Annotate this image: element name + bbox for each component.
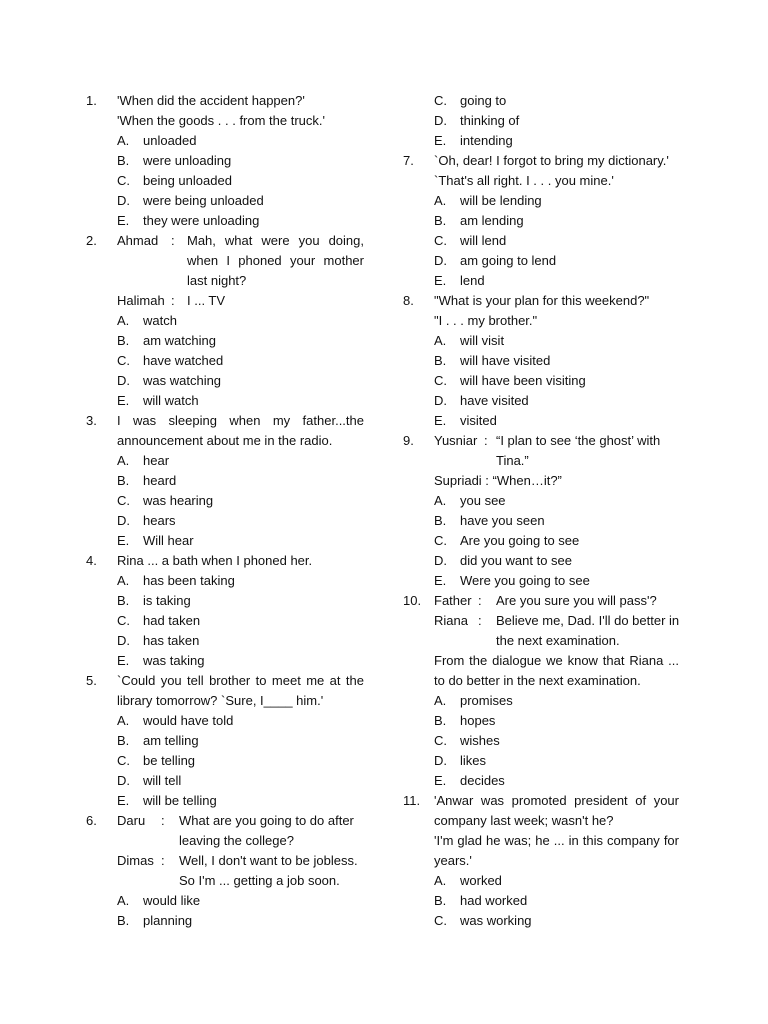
question-text: `Oh, dear! I forgot to bring my dictionary.' bbox=[434, 153, 669, 168]
question-text: 'When did the accident happen?' bbox=[117, 93, 305, 108]
option-letter: C. bbox=[434, 233, 447, 248]
speaker-name: Dimas bbox=[117, 853, 154, 868]
option-e bbox=[403, 771, 679, 791]
option-b bbox=[86, 471, 364, 491]
option-a bbox=[403, 871, 679, 891]
option-c bbox=[403, 731, 679, 751]
question-number: 1. bbox=[86, 93, 97, 108]
dialogue-text: when I phoned your mother bbox=[187, 253, 364, 268]
question-7 bbox=[403, 151, 679, 171]
option-d bbox=[403, 751, 679, 771]
dialogue-line bbox=[403, 451, 679, 471]
question-text: "I . . . my brother." bbox=[434, 313, 538, 328]
option-letter: A. bbox=[117, 713, 130, 728]
option-c bbox=[86, 171, 364, 191]
question-text-line bbox=[403, 671, 679, 691]
question-text: 'When the goods . . . from the truck.' bbox=[117, 113, 325, 128]
option-a bbox=[86, 711, 364, 731]
option-c bbox=[86, 751, 364, 771]
option-c bbox=[403, 231, 679, 251]
option-letter: B. bbox=[117, 153, 130, 168]
option-b bbox=[403, 511, 679, 531]
question-9 bbox=[403, 431, 679, 451]
option-text: they were unloading bbox=[143, 213, 260, 228]
question-text: From the dialogue we know that Riana ... bbox=[434, 653, 679, 668]
option-letter: D. bbox=[434, 753, 447, 768]
question-text: `That's all right. I . . . you mine.' bbox=[434, 173, 614, 188]
dialogue-text: Well, I don't want to be jobless. bbox=[179, 853, 358, 868]
question-text: 'I'm glad he was; he ... in this company for bbox=[434, 833, 679, 848]
option-letter: E. bbox=[117, 213, 130, 228]
speaker-name: Halimah bbox=[117, 293, 165, 308]
question-number: 9. bbox=[403, 433, 414, 448]
dialogue-line bbox=[86, 291, 364, 311]
question-4 bbox=[86, 551, 364, 571]
option-text: will visit bbox=[460, 333, 505, 348]
question-11 bbox=[403, 791, 679, 811]
option-d bbox=[403, 111, 679, 131]
option-letter: D. bbox=[434, 113, 447, 128]
option-b bbox=[86, 911, 364, 931]
question-text: 'Anwar was promoted president of your bbox=[434, 793, 679, 808]
option-e bbox=[86, 391, 364, 411]
option-text: had taken bbox=[143, 613, 201, 628]
left-column bbox=[86, 91, 364, 931]
option-text: you see bbox=[460, 493, 506, 508]
option-text: heard bbox=[143, 473, 177, 488]
option-b bbox=[403, 711, 679, 731]
question-3 bbox=[86, 411, 364, 431]
option-letter: B. bbox=[117, 593, 130, 608]
question-2 bbox=[86, 231, 364, 251]
option-d bbox=[86, 631, 364, 651]
option-text: Are you going to see bbox=[460, 533, 580, 548]
option-text: have you seen bbox=[460, 513, 545, 528]
option-b bbox=[86, 731, 364, 751]
speaker-name: Ahmad bbox=[117, 233, 159, 248]
option-letter: A. bbox=[117, 453, 130, 468]
dialogue-text: Tina.” bbox=[496, 453, 529, 468]
option-a bbox=[86, 571, 364, 591]
option-text: thinking of bbox=[460, 113, 520, 128]
dialogue-text: Are you sure you will pass'? bbox=[496, 593, 657, 608]
dialogue-text: Supriadi : “When…it?” bbox=[434, 473, 562, 488]
option-a bbox=[403, 191, 679, 211]
option-text: will have been visiting bbox=[460, 373, 586, 388]
option-text: Were you going to see bbox=[460, 573, 590, 588]
option-text: going to bbox=[460, 93, 507, 108]
option-c bbox=[86, 491, 364, 511]
question-text-line bbox=[403, 171, 679, 191]
option-text: worked bbox=[460, 873, 502, 888]
option-letter: A. bbox=[117, 133, 130, 148]
option-letter: C. bbox=[434, 373, 447, 388]
option-text: has been taking bbox=[143, 573, 235, 588]
question-6 bbox=[86, 811, 364, 831]
option-text: promises bbox=[460, 693, 513, 708]
option-text: am going to lend bbox=[460, 253, 557, 268]
option-text: will tell bbox=[143, 773, 182, 788]
dialogue-line bbox=[403, 471, 679, 491]
option-letter: D. bbox=[434, 393, 447, 408]
option-c bbox=[86, 351, 364, 371]
question-text: announcement about me in the radio. bbox=[117, 433, 333, 448]
dialogue-line bbox=[86, 271, 364, 291]
option-letter: D. bbox=[434, 553, 447, 568]
option-letter: D. bbox=[117, 193, 130, 208]
dialogue-text: last night? bbox=[187, 273, 247, 288]
dialogue-line bbox=[86, 831, 364, 851]
option-c bbox=[403, 371, 679, 391]
option-letter: A. bbox=[434, 333, 447, 348]
option-b bbox=[403, 211, 679, 231]
question-number: 7. bbox=[403, 153, 414, 168]
option-letter: C. bbox=[117, 173, 130, 188]
option-e bbox=[86, 211, 364, 231]
speaker-name: Daru bbox=[117, 813, 146, 828]
dialogue-line bbox=[86, 251, 364, 271]
option-b bbox=[403, 351, 679, 371]
option-letter: D. bbox=[117, 373, 130, 388]
dialogue-text: Mah, what were you doing, bbox=[187, 233, 364, 248]
option-c bbox=[403, 911, 679, 931]
dialogue-line bbox=[86, 871, 364, 891]
option-text: is taking bbox=[143, 593, 191, 608]
dialogue-text: the next examination. bbox=[496, 633, 620, 648]
question-number: 8. bbox=[403, 293, 414, 308]
option-letter: C. bbox=[117, 753, 130, 768]
option-letter: A. bbox=[434, 693, 447, 708]
option-letter: A. bbox=[434, 493, 447, 508]
dialogue-text: leaving the college? bbox=[179, 833, 294, 848]
option-text: was hearing bbox=[143, 493, 214, 508]
option-text: am lending bbox=[460, 213, 524, 228]
question-text-line bbox=[403, 851, 679, 871]
option-letter: D. bbox=[117, 773, 130, 788]
option-text: wishes bbox=[460, 733, 500, 748]
option-letter: C. bbox=[117, 353, 130, 368]
option-text: being unloaded bbox=[143, 173, 232, 188]
option-text: planning bbox=[143, 913, 193, 928]
option-d bbox=[86, 371, 364, 391]
option-e bbox=[403, 131, 679, 151]
dialogue-text: What are you going to do after bbox=[179, 813, 354, 828]
option-letter: B. bbox=[117, 913, 130, 928]
colon: : bbox=[161, 853, 165, 868]
speaker-name: Yusniar bbox=[434, 433, 478, 448]
option-letter: C. bbox=[434, 733, 447, 748]
right-column bbox=[403, 91, 679, 931]
option-b bbox=[86, 151, 364, 171]
question-text-line bbox=[403, 811, 679, 831]
speaker-name: Riana bbox=[434, 613, 468, 628]
option-d bbox=[86, 511, 364, 531]
option-letter: A. bbox=[117, 893, 130, 908]
colon: : bbox=[161, 813, 165, 828]
option-e bbox=[403, 411, 679, 431]
option-text: was working bbox=[460, 913, 532, 928]
option-d bbox=[86, 191, 364, 211]
option-text: hears bbox=[143, 513, 176, 528]
question-10 bbox=[403, 591, 679, 611]
option-letter: A. bbox=[434, 873, 447, 888]
option-d bbox=[403, 551, 679, 571]
dialogue-line bbox=[403, 631, 679, 651]
option-letter: C. bbox=[434, 533, 447, 548]
option-letter: C. bbox=[117, 613, 130, 628]
question-text: to do better in the next examination. bbox=[434, 673, 641, 688]
question-text: I was sleeping when my father...the bbox=[117, 413, 364, 428]
dialogue-text: Believe me, Dad. I'll do better in bbox=[496, 613, 680, 628]
question-number: 11. bbox=[403, 793, 421, 808]
option-text: would have told bbox=[143, 713, 234, 728]
question-text: `Could you tell brother to meet me at the bbox=[117, 673, 364, 688]
option-d bbox=[403, 251, 679, 271]
option-text: was watching bbox=[143, 373, 222, 388]
option-letter: E. bbox=[117, 653, 130, 668]
option-text: will be telling bbox=[143, 793, 217, 808]
option-text: has taken bbox=[143, 633, 200, 648]
dialogue-text: “I plan to see ‘the ghost’ with bbox=[496, 433, 661, 448]
option-letter: E. bbox=[434, 133, 447, 148]
option-letter: A. bbox=[117, 313, 130, 328]
option-e bbox=[86, 791, 364, 811]
dialogue-line bbox=[86, 851, 364, 871]
dialogue-text: So I'm ... getting a job soon. bbox=[179, 873, 340, 888]
question-8 bbox=[403, 291, 679, 311]
question-text: company last week; wasn't he? bbox=[434, 813, 614, 828]
option-letter: C. bbox=[434, 93, 447, 108]
option-letter: C. bbox=[117, 493, 130, 508]
option-letter: B. bbox=[434, 353, 447, 368]
option-text: be telling bbox=[143, 753, 196, 768]
option-letter: B. bbox=[117, 733, 130, 748]
option-text: intending bbox=[460, 133, 513, 148]
option-text: were unloading bbox=[143, 153, 232, 168]
option-text: will have visited bbox=[460, 353, 551, 368]
colon: : bbox=[484, 433, 488, 448]
option-text: will be lending bbox=[460, 193, 542, 208]
question-number: 4. bbox=[86, 553, 97, 568]
option-e bbox=[403, 271, 679, 291]
option-text: decides bbox=[460, 773, 505, 788]
option-letter: B. bbox=[434, 513, 447, 528]
option-letter: B. bbox=[434, 213, 447, 228]
question-5 bbox=[86, 671, 364, 691]
option-text: hear bbox=[143, 453, 170, 468]
question-text-line bbox=[86, 691, 364, 711]
option-letter: D. bbox=[117, 513, 130, 528]
option-text: have visited bbox=[460, 393, 529, 408]
question-number: 10. bbox=[403, 593, 422, 608]
option-b bbox=[86, 331, 364, 351]
question-1 bbox=[86, 91, 364, 111]
option-e bbox=[403, 571, 679, 591]
option-a bbox=[86, 311, 364, 331]
question-number: 5. bbox=[86, 673, 97, 688]
option-letter: B. bbox=[434, 713, 447, 728]
option-text: visited bbox=[460, 413, 497, 428]
colon: : bbox=[478, 593, 482, 608]
option-a bbox=[403, 691, 679, 711]
option-c bbox=[403, 91, 679, 111]
option-letter: B. bbox=[117, 333, 130, 348]
option-letter: E. bbox=[117, 393, 130, 408]
option-a bbox=[86, 131, 364, 151]
question-text-line bbox=[403, 831, 679, 851]
option-text: am watching bbox=[143, 333, 216, 348]
option-text: lend bbox=[460, 273, 485, 288]
question-text-line bbox=[86, 111, 364, 131]
option-d bbox=[86, 771, 364, 791]
option-c bbox=[86, 611, 364, 631]
option-a bbox=[403, 331, 679, 351]
option-letter: E. bbox=[434, 413, 447, 428]
option-text: hopes bbox=[460, 713, 496, 728]
colon: : bbox=[171, 293, 175, 308]
question-text: years.' bbox=[434, 853, 472, 868]
option-text: was taking bbox=[143, 653, 205, 668]
option-text: watch bbox=[143, 313, 177, 328]
question-number: 3. bbox=[86, 413, 97, 428]
option-letter: B. bbox=[117, 473, 130, 488]
option-a bbox=[403, 491, 679, 511]
option-letter: D. bbox=[117, 633, 130, 648]
option-e bbox=[86, 651, 364, 671]
option-letter: D. bbox=[434, 253, 447, 268]
question-text-line bbox=[86, 431, 364, 451]
option-d bbox=[403, 391, 679, 411]
question-text: library tomorrow? `Sure, I____ him.' bbox=[117, 693, 324, 708]
option-b bbox=[86, 591, 364, 611]
option-text: would like bbox=[143, 893, 201, 908]
option-letter: C. bbox=[434, 913, 447, 928]
option-text: am telling bbox=[143, 733, 199, 748]
option-text: have watched bbox=[143, 353, 224, 368]
option-text: unloaded bbox=[143, 133, 197, 148]
option-text: did you want to see bbox=[460, 553, 573, 568]
colon: : bbox=[171, 233, 175, 248]
option-text: were being unloaded bbox=[143, 193, 264, 208]
question-number: 2. bbox=[86, 233, 97, 248]
question-text-line bbox=[403, 651, 679, 671]
option-text: likes bbox=[460, 753, 487, 768]
option-text: had worked bbox=[460, 893, 528, 908]
option-letter: A. bbox=[117, 573, 130, 588]
option-letter: B. bbox=[434, 893, 447, 908]
option-a bbox=[86, 451, 364, 471]
option-letter: E. bbox=[117, 793, 130, 808]
question-text-line bbox=[403, 311, 679, 331]
option-letter: E. bbox=[434, 773, 447, 788]
option-letter: E. bbox=[117, 533, 130, 548]
dialogue-text: I ... TV bbox=[187, 293, 226, 308]
colon: : bbox=[478, 613, 482, 628]
option-c bbox=[403, 531, 679, 551]
option-text: Will hear bbox=[143, 533, 194, 548]
dialogue-line bbox=[403, 611, 679, 631]
option-text: will lend bbox=[460, 233, 507, 248]
question-text: "What is your plan for this weekend?" bbox=[434, 293, 650, 308]
question-number: 6. bbox=[86, 813, 97, 828]
option-letter: A. bbox=[434, 193, 447, 208]
option-b bbox=[403, 891, 679, 911]
option-letter: E. bbox=[434, 573, 447, 588]
option-a bbox=[86, 891, 364, 911]
speaker-name: Father bbox=[434, 593, 472, 608]
option-text: will watch bbox=[143, 393, 199, 408]
option-letter: E. bbox=[434, 273, 447, 288]
option-e bbox=[86, 531, 364, 551]
question-text: Rina ... a bath when I phoned her. bbox=[117, 553, 313, 568]
